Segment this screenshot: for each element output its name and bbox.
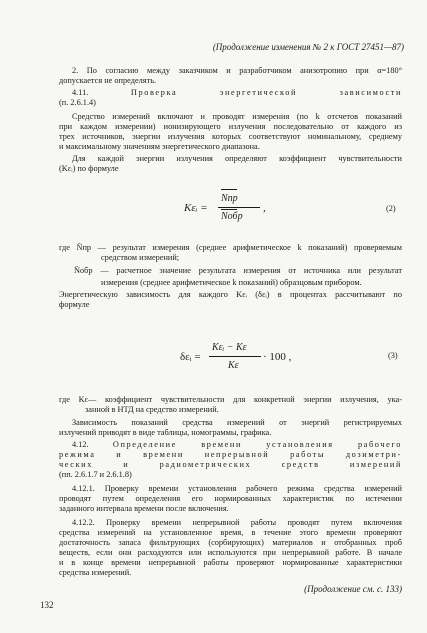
heading-word: зависимости: [339, 88, 402, 97]
p4121-line-3: заданного интервала времени после включения.: [59, 504, 229, 513]
heading-word: непрерывной: [204, 450, 270, 459]
formula-3-lhs: δεᵢ =: [180, 351, 201, 363]
p4121-line-1: 4.12.1. Проверку времени установления рабочего режима средства измерений: [72, 484, 402, 493]
p4122-line-6: средства измерений.: [59, 568, 132, 577]
heading-word: средств: [281, 460, 320, 469]
section-number: 4.11.: [72, 88, 89, 97]
continuation-note: (Продолжение см. с. 133): [304, 584, 402, 594]
dependence-line-2: излучений приводят в виде таблицы, номограммы, графика.: [59, 428, 272, 437]
agreement-line-2: допускается не определять.: [59, 76, 157, 85]
coefficient-line-2: (Kεᵢ) по формуле: [59, 164, 119, 173]
check-line-2: при каждом измерении) ионизирующего излучения последовательно от каждого из: [59, 122, 402, 131]
heading-word: времени: [143, 450, 184, 459]
p4122-line-4: веществ, если они расходуются или используются при непрерывной работе. В начале: [59, 548, 402, 557]
where-2-line-4: измерения (среднее арифметическое k показаний) образцовым прибором.: [101, 278, 362, 287]
heading-word: установления: [266, 440, 334, 449]
energy-line-1: Энергетическую зависимость для каждого Kεᵢ (δεᵢ) в процентах рассчитывают по: [59, 290, 402, 299]
equation-number-3: (3): [388, 351, 398, 360]
where-2-line-1: где N̄пр — результат измерения (среднее арифметическое k показаний) проверяемым: [59, 243, 402, 252]
formula-2-denominator-bar: [221, 209, 237, 210]
formula-3-tail: · 100 ,: [263, 351, 292, 363]
p4121-line-2: проводят путем определения его нормированных характеристик по истечении: [59, 494, 402, 503]
p4122-line-5: и в конце времени непрерывной работы проверяют нормированные характеристики: [59, 558, 402, 567]
formula-2-tail: ,: [263, 202, 266, 214]
section-4-12-heading-line-2: [59, 450, 402, 460]
heading-word: времени: [201, 440, 242, 449]
heading-word: дозиметри-: [345, 450, 402, 459]
page-number: 132: [40, 600, 54, 610]
section-4-11-heading: [72, 88, 402, 98]
check-line-1: Средство измерений включают и проводят измерения (по k отсчетов показаний: [72, 112, 402, 121]
energy-line-2: формуле: [59, 300, 90, 309]
p4122-line-2: средства измерений на установленное время, в течение этого времени проверяют: [59, 528, 402, 537]
section-4-12-heading-line-1: [72, 440, 402, 450]
section-4-12-reference: (пп. 2.6.1.7 и 2.6.1.8): [59, 470, 132, 479]
formula-2-fraction-bar: [218, 207, 260, 208]
heading-word: радиометрических: [159, 460, 252, 469]
coefficient-line-1: Для каждой энергии излучения определяют коэффициент чувствительности: [72, 154, 402, 163]
check-line-3: трех источников, энергии излучения которых соответствуют номинальному, среднему: [59, 132, 402, 141]
formula-2-lhs: Kεᵢ =: [184, 202, 208, 214]
heading-word: Проверка: [130, 88, 178, 97]
section-number: 4.12.: [72, 440, 89, 449]
running-header: (Продолжение изменения № 2 к ГОСТ 27451—87): [212, 42, 404, 52]
heading-word: работы: [290, 450, 326, 459]
equation-number-2: (2): [386, 204, 396, 213]
formula-2-denominator: Nобр: [221, 211, 243, 222]
formula-2-numerator-bar: [221, 189, 237, 190]
section-4-11-reference: (п. 2.6.1.4): [59, 98, 96, 107]
heading-word: энергетической: [219, 88, 298, 97]
heading-word: режима: [59, 450, 96, 459]
where-3-line-2: занной в НТД на средство измерений.: [85, 405, 219, 414]
p4122-line-1: 4.12.2. Проверку времени непрерывной работы проводят путем включения: [72, 518, 402, 527]
section-4-12-heading-line-3: [59, 460, 402, 470]
heading-word: и: [123, 460, 130, 469]
heading-word: ческих: [59, 460, 93, 469]
formula-3-numerator: Kεᵢ − Kε: [212, 342, 247, 353]
check-line-4: и максимальному значениям энергетического диапазона.: [59, 142, 260, 151]
heading-word: рабочего: [357, 440, 402, 449]
heading-word: и: [116, 450, 123, 459]
formula-2-numerator: Nпр: [221, 193, 238, 204]
where-2-line-3: N̄обр — расчетное значение результата измерения от источника или результат: [74, 266, 402, 275]
p4122-line-3: достаточность запаса фильтрующих (сорбирующих) материалов и отобранных проб: [59, 538, 402, 547]
dependence-line-1: Зависимость показаний средства измерений от энергий регистрируемых: [72, 418, 402, 427]
heading-word: измерений: [349, 460, 402, 469]
formula-3-fraction-bar: [209, 356, 261, 357]
where-3-line-1: где Kε— коэффициент чувствительности для конкретной энергии излучения, ука-: [59, 395, 402, 404]
agreement-line-1: 2. По согласию между заказчиком и разработчиком анизотропию при α=180°: [72, 66, 402, 75]
where-2-line-2: средством измерений;: [101, 253, 180, 262]
formula-3-denominator: Kε: [228, 360, 239, 371]
heading-word: Определение: [112, 440, 177, 449]
